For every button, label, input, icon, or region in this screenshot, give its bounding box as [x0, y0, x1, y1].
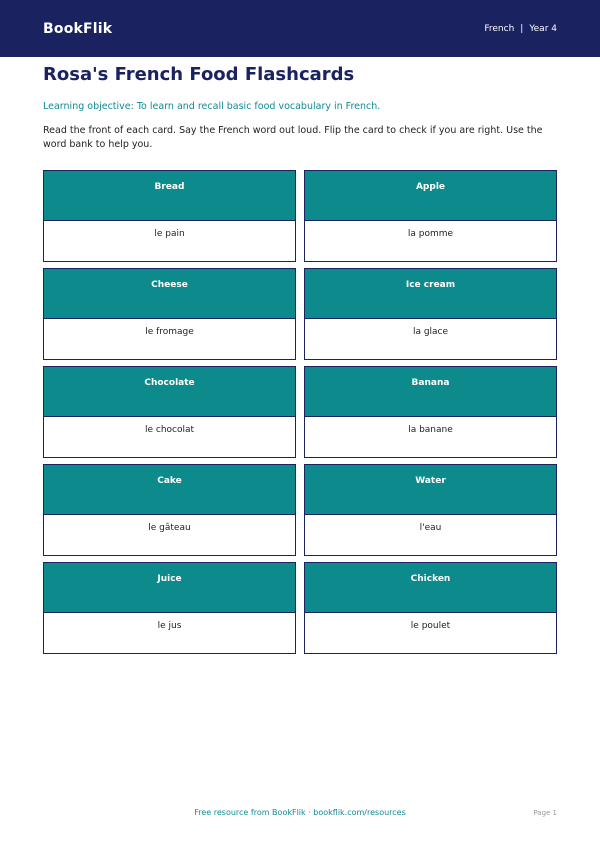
card-back-french: le poulet	[305, 613, 556, 653]
instructions: Read the front of each card. Say the French word out loud. Flip the card to check if you are right. Use the word bank to help you.	[43, 125, 543, 150]
card-back-french: la banane	[305, 417, 556, 457]
flashcard[interactable]	[304, 464, 557, 556]
page-number: Page 1	[533, 809, 557, 817]
subject-year-label	[484, 24, 557, 34]
card-front-english: Cheese	[44, 269, 295, 319]
flashcard[interactable]	[304, 562, 557, 654]
card-front-english: Banana	[305, 367, 556, 417]
card-front-english: Bread	[44, 171, 295, 221]
year-label: Year 4	[529, 23, 557, 34]
card-front-english: Juice	[44, 563, 295, 613]
header-bar	[0, 0, 600, 57]
flashcard[interactable]	[43, 170, 296, 262]
card-back-french: le gâteau	[44, 515, 295, 555]
card-front-english: Chicken	[305, 563, 556, 613]
flashcard-grid	[43, 170, 557, 654]
card-front-english: Ice cream	[305, 269, 556, 319]
card-back-french: la pomme	[305, 221, 556, 261]
footer-resource-link[interactable]: Free resource from BookFlik · bookflik.com/resources	[194, 808, 406, 817]
card-back-french: l'eau	[305, 515, 556, 555]
flashcard[interactable]	[304, 268, 557, 360]
brand-logo-text[interactable]: BookFlik	[43, 20, 113, 37]
card-front-english: Chocolate	[44, 367, 295, 417]
card-front-english: Cake	[44, 465, 295, 515]
card-back-french: le pain	[44, 221, 295, 261]
flashcard[interactable]	[304, 366, 557, 458]
card-front-english: Water	[305, 465, 556, 515]
flashcard[interactable]	[43, 268, 296, 360]
subject-label: French	[484, 23, 515, 34]
card-back-french: le chocolat	[44, 417, 295, 457]
card-back-french: le jus	[44, 613, 295, 653]
flashcard[interactable]	[43, 366, 296, 458]
flashcard[interactable]	[304, 170, 557, 262]
card-back-french: le fromage	[44, 319, 295, 359]
card-back-french: la glace	[305, 319, 556, 359]
separator: |	[520, 23, 524, 34]
flashcard[interactable]	[43, 562, 296, 654]
flashcard[interactable]	[43, 464, 296, 556]
learning-objective: Learning objective: To learn and recall basic food vocabulary in French.	[43, 101, 381, 112]
card-front-english: Apple	[305, 171, 556, 221]
page-title: Rosa's French Food Flashcards	[43, 64, 355, 85]
